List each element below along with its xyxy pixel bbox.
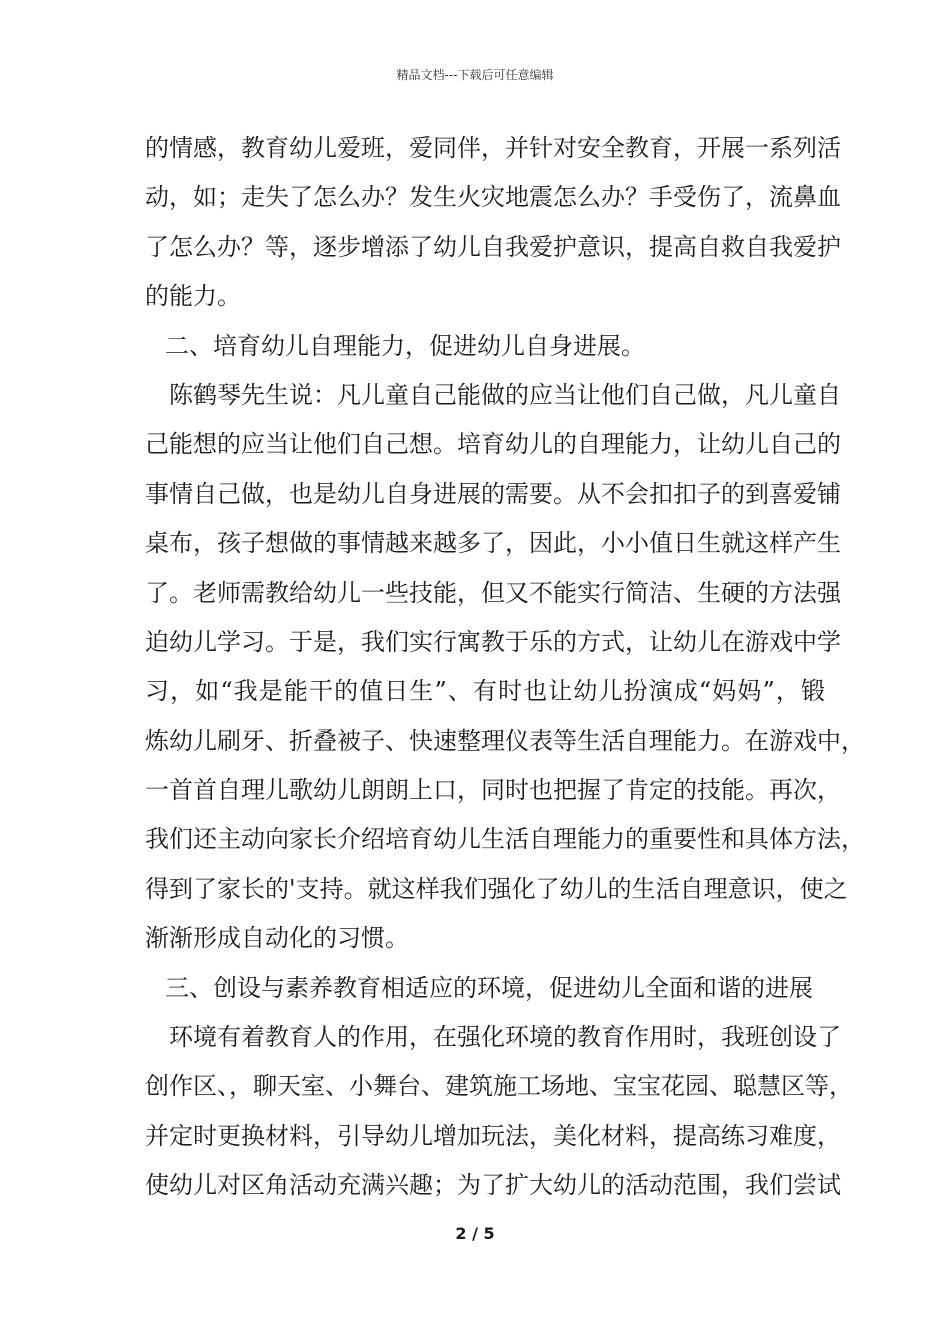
text-line: 了。老师需教给幼儿一些技能，但又不能实行简洁、生硬的方法强 xyxy=(145,578,841,607)
text-line: 陈鹤琴先生说：凡儿童自己能做的应当让他们自己做，凡儿童自 xyxy=(169,380,841,409)
text-line: 并定时更换材料，引导幼儿增加玩法，美化材料，提高练习难度， xyxy=(145,1121,841,1150)
text-line: 的能力。 xyxy=(145,282,241,311)
text-line: 迫幼儿学习。于是，我们实行寓教于乐的方式，让幼儿在游戏中学 xyxy=(145,627,841,656)
text-line: 炼幼儿刷牙、折叠被子、快速整理仪表等生活自理能力。在游戏中， xyxy=(145,726,865,755)
document-body xyxy=(145,124,865,1211)
text-line: 了怎么办？等，逐步增添了幼儿自我爱护意识，提高自救自我爱护 xyxy=(145,232,841,261)
text-line: 的情感，教育幼儿爱班，爱同伴，并针对安全教育，开展一系列活 xyxy=(145,134,841,162)
page-header: 精品文档---下载后可任意编辑 xyxy=(396,68,554,82)
text-line: 事情自己做，也是幼儿自身进展的需要。从不会扣扣子的到喜爱铺 xyxy=(145,479,841,508)
text-line: 动，如；走失了怎么办？发生火灾地震怎么办？手受伤了，流鼻血 xyxy=(145,183,841,212)
text-line: 习，如“我是能干的值日生”、有时也让幼儿扮演成“妈妈”，锻 xyxy=(145,677,825,706)
section-heading: 二、培育幼儿自理能力，促进幼儿自身进展。 xyxy=(165,331,645,360)
text-line: 环境有着教育人的作用，在强化环境的教育作用时，我班创设了 xyxy=(169,1023,841,1052)
text-line: 渐渐形成自动化的习惯。 xyxy=(145,924,409,953)
text-line: 使幼儿对区角活动充满兴趣；为了扩大幼儿的活动范围，我们尝试 xyxy=(145,1171,841,1200)
text-line: 桌布，孩子想做的事情越来越多了，因此，小小值日生就这样产生 xyxy=(145,529,841,558)
section-heading: 三、创设与素养教育相适应的环境，促进幼儿全面和谐的进展 xyxy=(165,973,813,1002)
page-number: 2 / 5 xyxy=(455,1224,495,1243)
text-line: 得到了家长的'支持。就这样我们强化了幼儿的生活自理意识，使之 xyxy=(145,874,848,903)
text-line: 己能想的应当让他们自己想。培育幼儿的自理能力，让幼儿自己的 xyxy=(145,430,841,459)
text-line: 创作区、，聊天室、小舞台、建筑施工场地、宝宝花园、聪慧区等， xyxy=(145,1072,853,1101)
text-line: 我们还主动向家长介绍培育幼儿生活自理能力的重要性和具体方法， xyxy=(145,825,865,854)
text-line: 一首首自理儿歌幼儿朗朗上口，同时也把握了肯定的技能。再次， xyxy=(145,776,841,805)
